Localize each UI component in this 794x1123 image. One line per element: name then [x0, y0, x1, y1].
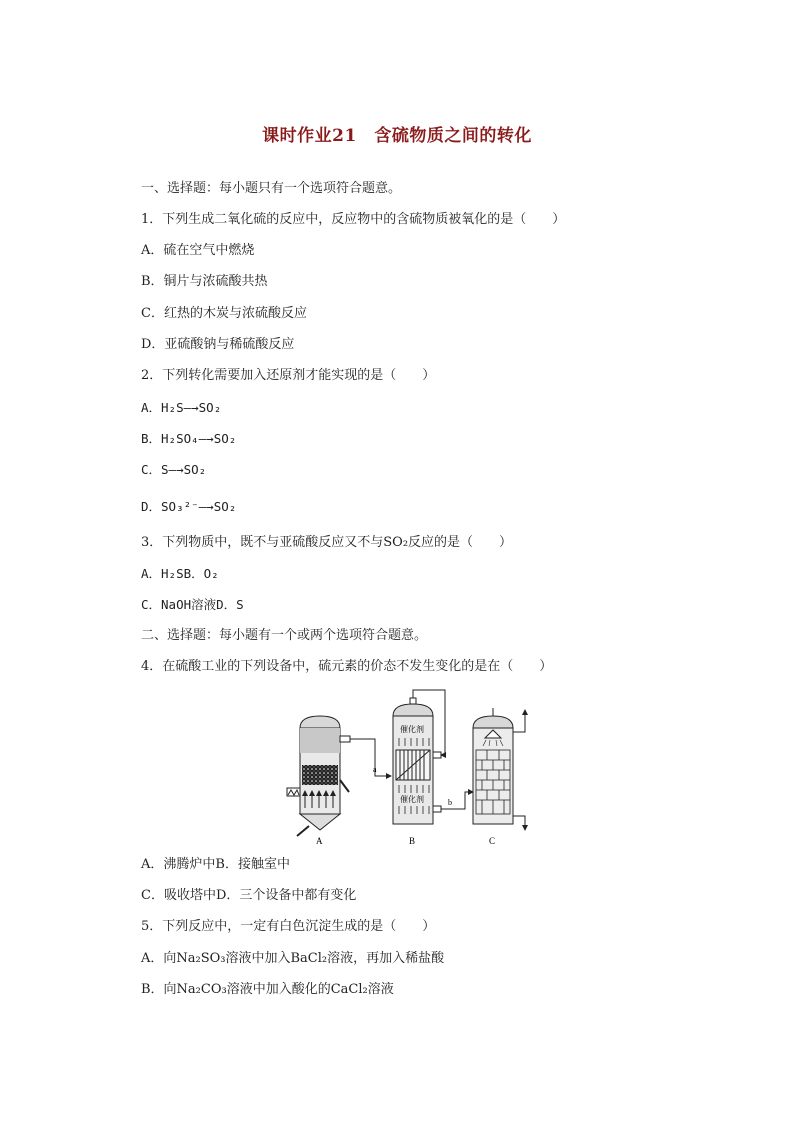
question-4-options-ab: A．沸腾炉中B．接触室中 — [141, 857, 290, 872]
question-1-option-d: D．亚硫酸钠与稀硫酸反应 — [141, 337, 295, 352]
catalyst-label-bottom: 催化剂 — [400, 795, 424, 804]
page-title: 课时作业21 含硫物质之间的转化 — [262, 126, 532, 146]
question-2-stem: 2．下列转化需要加入还原剂才能实现的是（ ） — [141, 368, 436, 383]
question-1-option-b: B．铜片与浓硫酸共热 — [141, 274, 268, 289]
question-2-option-d: D．SO₃²⁻―→SO₂ — [141, 499, 237, 514]
question-1-stem: 1．下列生成二氧化硫的反应中，反应物中的含硫物质被氧化的是（ ） — [141, 212, 566, 227]
question-5-option-b: B．向Na₂CO₃溶液中加入酸化的CaCl₂溶液 — [141, 982, 394, 997]
question-4-stem: 4．在硫酸工业的下列设备中，硫元素的价态不发生变化的是在（ ） — [141, 659, 553, 674]
question-2-option-a: A．H₂S―→SO₂ — [141, 400, 222, 415]
equipment-label-C: C — [489, 836, 496, 846]
question-3-stem: 3．下列物质中，既不与亚硫酸反应又不与SO₂反应的是（ ） — [141, 535, 513, 550]
sulfuric-acid-equipment-figure — [283, 688, 545, 846]
equipment-label-B: B — [409, 836, 416, 846]
question-1-option-a: A．硫在空气中燃烧 — [141, 243, 255, 258]
boiling-furnace-A — [287, 716, 350, 836]
absorption-tower-C — [473, 708, 525, 830]
question-5-option-a: A．向Na₂SO₃溶液中加入BaCl₂溶液，再加入稀盐酸 — [141, 951, 445, 966]
section-heading-1: 一、选择题：每小题只有一个选项符合题意。 — [141, 181, 402, 196]
question-3-options-cd: C．NaOH溶液D．S — [141, 597, 244, 612]
question-2-option-b: B．H₂SO₄―→SO₂ — [141, 431, 237, 446]
question-2-option-c: C．S―→SO₂ — [141, 462, 207, 477]
question-4-options-cd: C．吸收塔中D．三个设备中都有变化 — [141, 888, 357, 903]
question-3-options-ab: A．H₂SB．O₂ — [141, 566, 219, 581]
pipe-label-b: b — [448, 798, 452, 807]
section-heading-2: 二、选择题：每小题有一个或两个选项符合题意。 — [141, 628, 428, 643]
pipe-label-a: a — [373, 765, 377, 774]
equipment-label-A: A — [316, 836, 323, 846]
contact-chamber-B — [393, 698, 441, 824]
question-5-stem: 5．下列反应中，一定有白色沉淀生成的是（ ） — [141, 919, 436, 934]
catalyst-label-top: 催化剂 — [400, 725, 424, 734]
question-1-option-c: C．红热的木炭与浓硫酸反应 — [141, 306, 307, 321]
